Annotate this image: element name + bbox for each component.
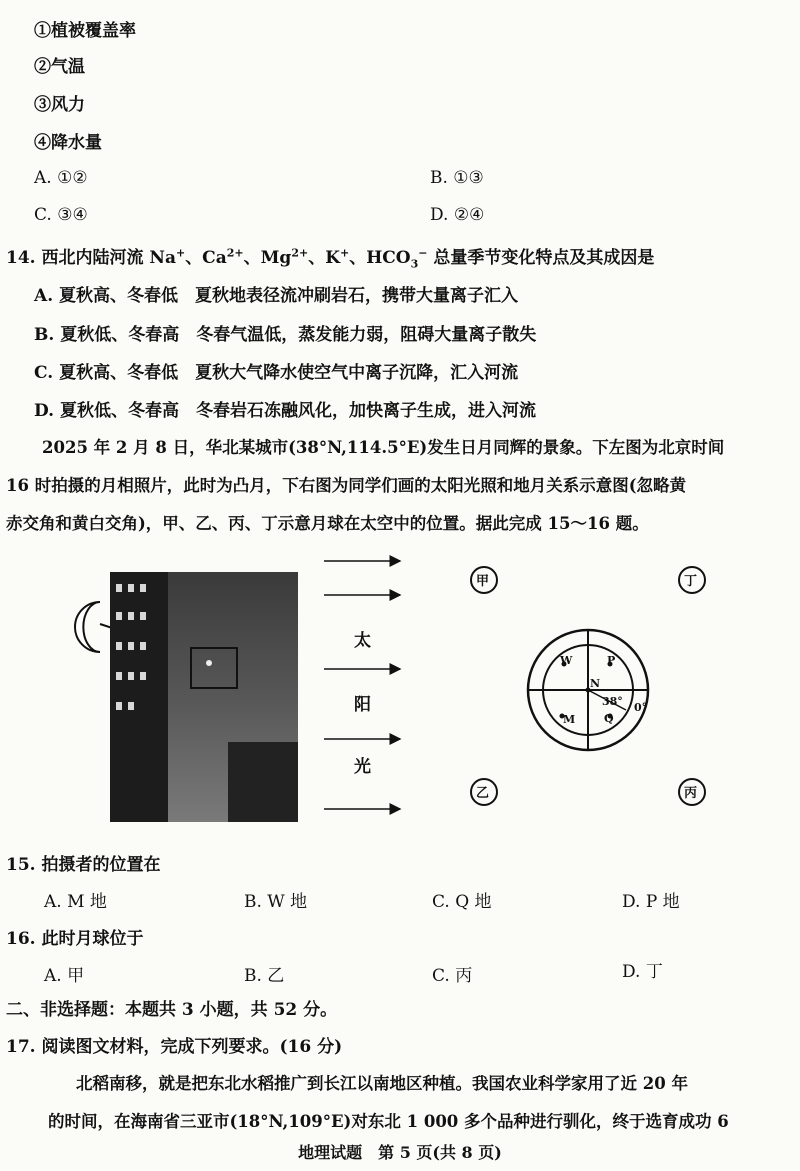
option-3: ③风力 (34, 95, 85, 115)
position-jia: 甲 (476, 574, 490, 589)
page-footer: 地理试题 第 5 页(共 8 页) (298, 1143, 502, 1162)
building-left (110, 572, 168, 822)
q15-choice-b: B. W 地 (244, 892, 308, 912)
passage-line-3: 赤交角和黄白交角)，甲、乙、丙、丁示意月球在太空中的位置。据此完成 15～16 题。 (6, 514, 649, 533)
q15-choice-c: C. Q 地 (432, 892, 492, 912)
point-q: Q (604, 712, 614, 725)
q13-choice-b: B. ①③ (430, 168, 484, 188)
section-2-heading: 二、非选择题：本题共 3 小题，共 52 分。 (6, 1000, 338, 1020)
sun-char-3: 光 (354, 757, 371, 777)
q14-choice-a: A. 夏秋高、冬春低 夏秋地表径流冲刷岩石，携带大量离子汇入 (34, 286, 519, 306)
moon-dot (206, 660, 212, 666)
q16-stem: 16. 此时月球位于 (6, 929, 144, 949)
passage-line-2: 16 时拍摄的月相照片，此时为凸月，下右图为同学们画的太阳光照和地月关系示意图(忽略黄 (6, 476, 687, 495)
passage-line-1: 2025 年 2 月 8 日，华北某城市(38°N,114.5°E)发生日月同辉的景象。下左图为北京时间 (42, 438, 725, 457)
q16-choice-d: D. 丁 (622, 962, 663, 982)
point-p: P (607, 654, 616, 667)
sun-char-1: 太 (354, 631, 371, 651)
q16-choice-b: B. 乙 (244, 966, 285, 986)
zero-label: 0° (634, 701, 648, 714)
point-m: M (563, 713, 576, 726)
option-2: ②气温 (34, 57, 85, 77)
building-bottom (228, 742, 298, 822)
q13-choice-d: D. ②④ (430, 205, 485, 225)
sun-char-2: 阳 (354, 695, 371, 715)
q13-choice-c: C. ③④ (34, 205, 88, 225)
q14-choice-d: D. 夏秋低、冬春高 冬春岩石冻融风化，加快离子生成，进入河流 (34, 401, 536, 421)
point-w: W (560, 654, 573, 667)
position-ding: 丁 (684, 574, 698, 589)
option-4: ④降水量 (34, 133, 102, 153)
position-yi: 乙 (476, 786, 490, 801)
q16-choice-a: A. 甲 (44, 966, 85, 986)
q17-stem: 17. 阅读图文材料，完成下列要求。(16 分) (6, 1037, 343, 1057)
option-1: ①植被覆盖率 (34, 21, 136, 41)
q13-choice-a: A. ①② (34, 168, 88, 188)
q16-choice-c: C. 丙 (432, 966, 473, 986)
moon-highlight-box (190, 647, 238, 689)
point-n: N (590, 677, 601, 690)
q15-stem: 15. 拍摄者的位置在 (6, 855, 161, 875)
moon-photo (110, 572, 298, 822)
latitude-label: 38° (602, 695, 623, 708)
position-bing: 丙 (684, 786, 698, 801)
q17-para-2: 的时间，在海南省三亚市(18°N,109°E)对东北 1 000 多个品种进行驯化，终于选育成功 6 (48, 1112, 729, 1131)
q14-stem: 14. 西北内陆河流 Na+、$Ca^{2+}$、$Mg^{2+}$、K+、$HCO_3^-$ 总量季节变化特点及其成因是 (6, 246, 655, 271)
q17-para-1: 北稻南移，就是把东北水稻推广到长江以南地区种植。我国农业科学家用了近 20 年 (76, 1074, 688, 1093)
q15-choice-a: A. M 地 (44, 892, 107, 912)
q14-choice-c: C. 夏秋高、冬春低 夏秋大气降水使空气中离子沉降，汇入河流 (34, 363, 519, 383)
q14-stem-suffix: 总量季节变化特点及其成因是 (433, 248, 655, 268)
q15-choice-d: D. P 地 (622, 892, 680, 912)
q14-choice-b: B. 夏秋低、冬春高 冬春气温低，蒸发能力弱，阻碍大量离子散失 (34, 325, 537, 345)
q14-stem-prefix: 14. 西北内陆河流 Na (6, 248, 176, 268)
